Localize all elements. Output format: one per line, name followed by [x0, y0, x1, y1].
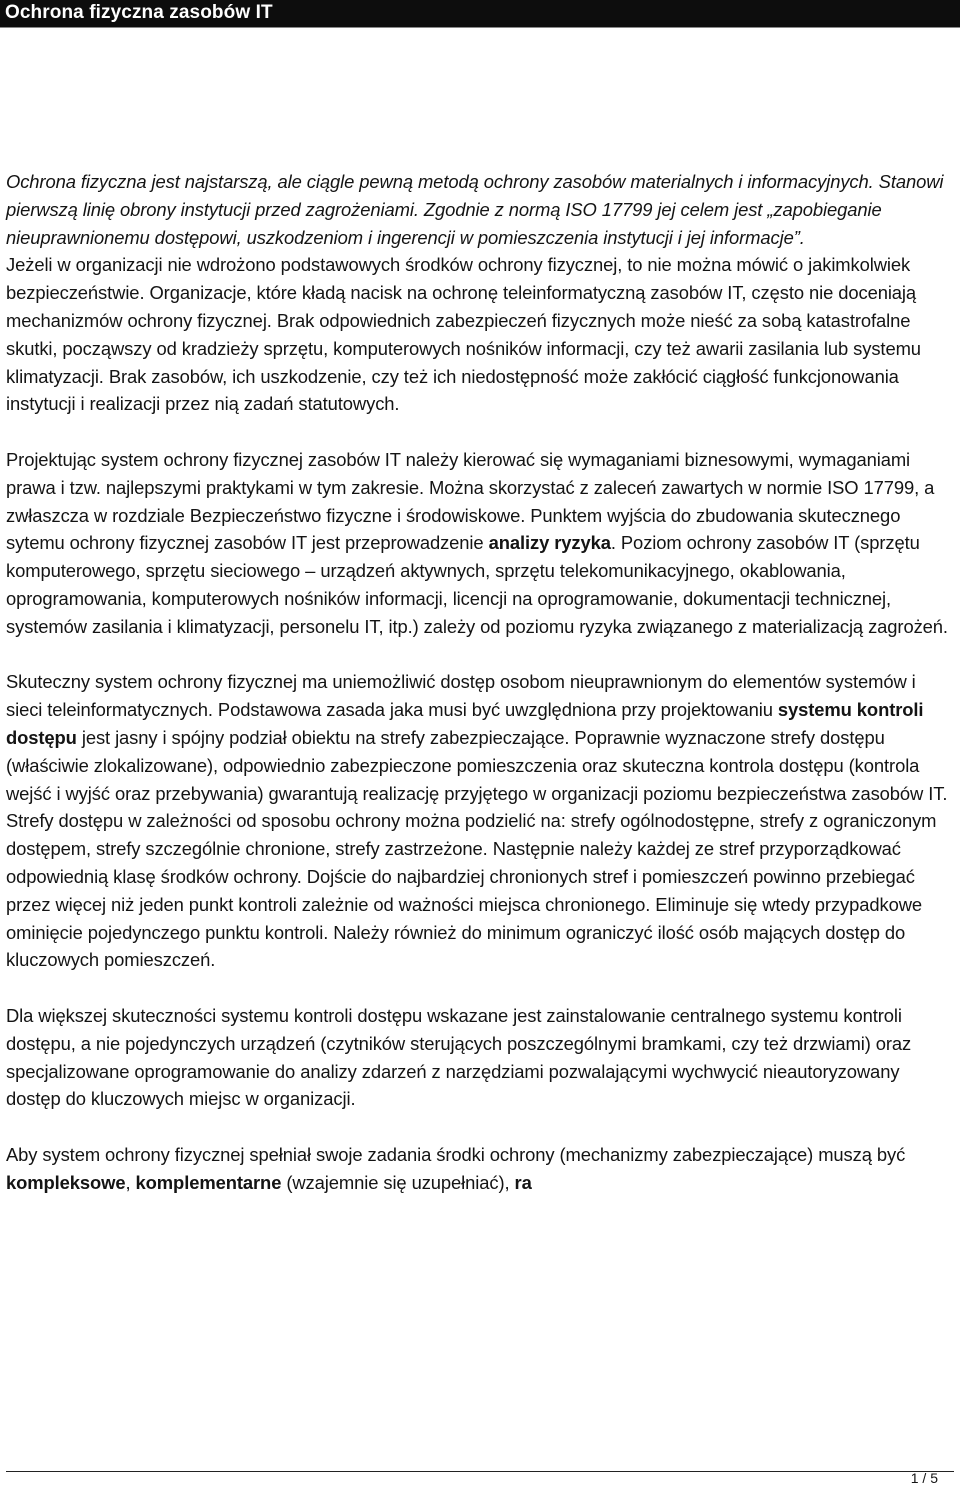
text-run: Projektując system ochrony fizycznej zasobów IT należy kierować się wymaganiami biznesowymi, wymaganiami prawa i tzw. najlepszymi praktykami w tym zakresie. Można skorzystać z zaleceń zawartych w normie ISO 17799, a zwłaszcza w rozdziale Bezpieczeństwo fizyczne i środowiskowe. Punktem wyjścia do zbudowania skutecznego sytemu ochrony fizycznej zasobów IT jest przeprowadzenie [6, 448, 935, 554]
text-run: Skuteczny system ochrony fizycznej ma uniemożliwić dostęp osobom nieuprawnionym do elementów systemów i sieci teleinformatycznych. Podstawowa zasada jaka musi być uwzględniona przy projektowaniu [6, 671, 916, 721]
text-run: (wzajemnie się uzupełniać), [281, 1171, 515, 1193]
text-run: Aby system ochrony fizycznej spełniał swoje zadania środki ochrony (mechanizmy zabezpieczające) muszą być [6, 1143, 906, 1165]
text-run: . Poziom ochrony zasobów IT (sprzętu komputerowego, sprzętu sieciowego – urządzeń aktywnych, sprzętu telekomunikacyjnego, okablowania, oprogramowania, komputerowych nośników informacji, licencji na oprogramowanie, dokumentacji technicznej, systemów zasilania i klimatyzacji, personelu IT, itp.) zależy od poziomu ryzyka związanego z materializacją zagrożeń. [6, 532, 948, 637]
intro-italic-paragraph: Ochrona fizyczna jest najstarszą, ale ciągle pewną metodą ochrony zasobów materialnych i informacyjnych. Stanowi pierwszą linię obrony instytucji przed zagrożeniami. Zgodnie z normą ISO 17799 jej celem jest „zapobieganie nieuprawnionemu dostępowi, uszkodzeniom i ingerencji w pomieszczenia instytucji i jej informacje”. [6, 171, 944, 248]
risk-analysis-paragraph [6, 446, 954, 641]
bold-term-comprehensive: kompleksowe [6, 1171, 126, 1193]
bold-term-risk-analysis: analizy ryzyka [488, 532, 611, 554]
page-number: 1 / 5 [910, 1470, 938, 1486]
bold-term-access-control: systemu kontroli dostępu [6, 699, 924, 748]
bold-term-complementary: komplementarne [135, 1171, 282, 1193]
footer-divider [6, 1471, 954, 1472]
protection-measures-paragraph [6, 1141, 954, 1197]
header-bar [0, 0, 960, 28]
intro-paragraph: Jeżeli w organizacji nie wdrożono podstawowych środków ochrony fizycznej, to nie można mówić o jakimkolwiek bezpieczeństwie. Organizacje, które kładą nacisk na ochronę teleinformatyczną zasobów IT, często nie doceniają mechanizmów ochrony fizycznej. Brak odpowiednich zabezpieczeń fizycznych może nieść za sobą katastrofalne skutki, począwszy od kradzieży sprzętu, komputerowych nośników informacji, czy też awarii zasilania lub systemu klimatyzacji. Brak zasobów, ich uszkodzenie, czy też ich niedostępność może zakłócić ciągłość funkcjonowania instytucji i realizacji przez nią zadań statutowych. [6, 254, 921, 415]
central-system-paragraph: Dla większej skuteczności systemu kontroli dostępu wskazane jest zainstalowanie centralnego systemu kontroli dostępu, a nie pojedynczych urządzeń (czytników sterujących poszczególnymi bramkami, czy też drzwiami) oraz specjalizowane oprogramowanie do analizy zdarzeń z narzędziami pozwalającymi wychwycić nieautoryzowany dostęp do kluczowych miejsc w organizacji. [6, 1004, 912, 1110]
document-title: Ochrona fizyczna zasobów IT [5, 2, 273, 23]
access-control-paragraph [6, 668, 954, 974]
bold-term-truncated: ra [514, 1171, 532, 1193]
document-body [6, 168, 954, 1196]
text-run: jest jasny i spójny podział obiektu na strefy zabezpieczające. Poprawnie wyznaczone strefy dostępu (właściwie zlokalizowane), odpowiednio zabezpieczone pomieszczenia oraz skuteczna kontrola dostępu (kontrola wejść i wyjść oraz przebywania) gwarantują realizację przyjętego w organizacji poziomu bezpieczeństwa zasobów IT. Strefy dostępu w zależności od sposobu ochrony można podzielić na: strefy ogólnodostępne, strefy z ograniczonym dostępem, strefy szczególnie chronione, strefy zastrzeżone. Następnie należy każdej ze stref przyporządkować odpowiednią klasę środków ochrony. Dojście do najbardziej chronionych stref i pomieszczeń powinno przebiegać przez więcej niż jeden punkt kontroli zależnie od ważności miejsca chronionego. Eliminuje się wtedy przypadkowe ominięcie pojedynczego punktu kontroli. Należy również do minimum ograniczyć ilość osób mających dostęp do kluczowych pomieszczeń. [6, 726, 948, 971]
text-run: , [125, 1171, 136, 1193]
